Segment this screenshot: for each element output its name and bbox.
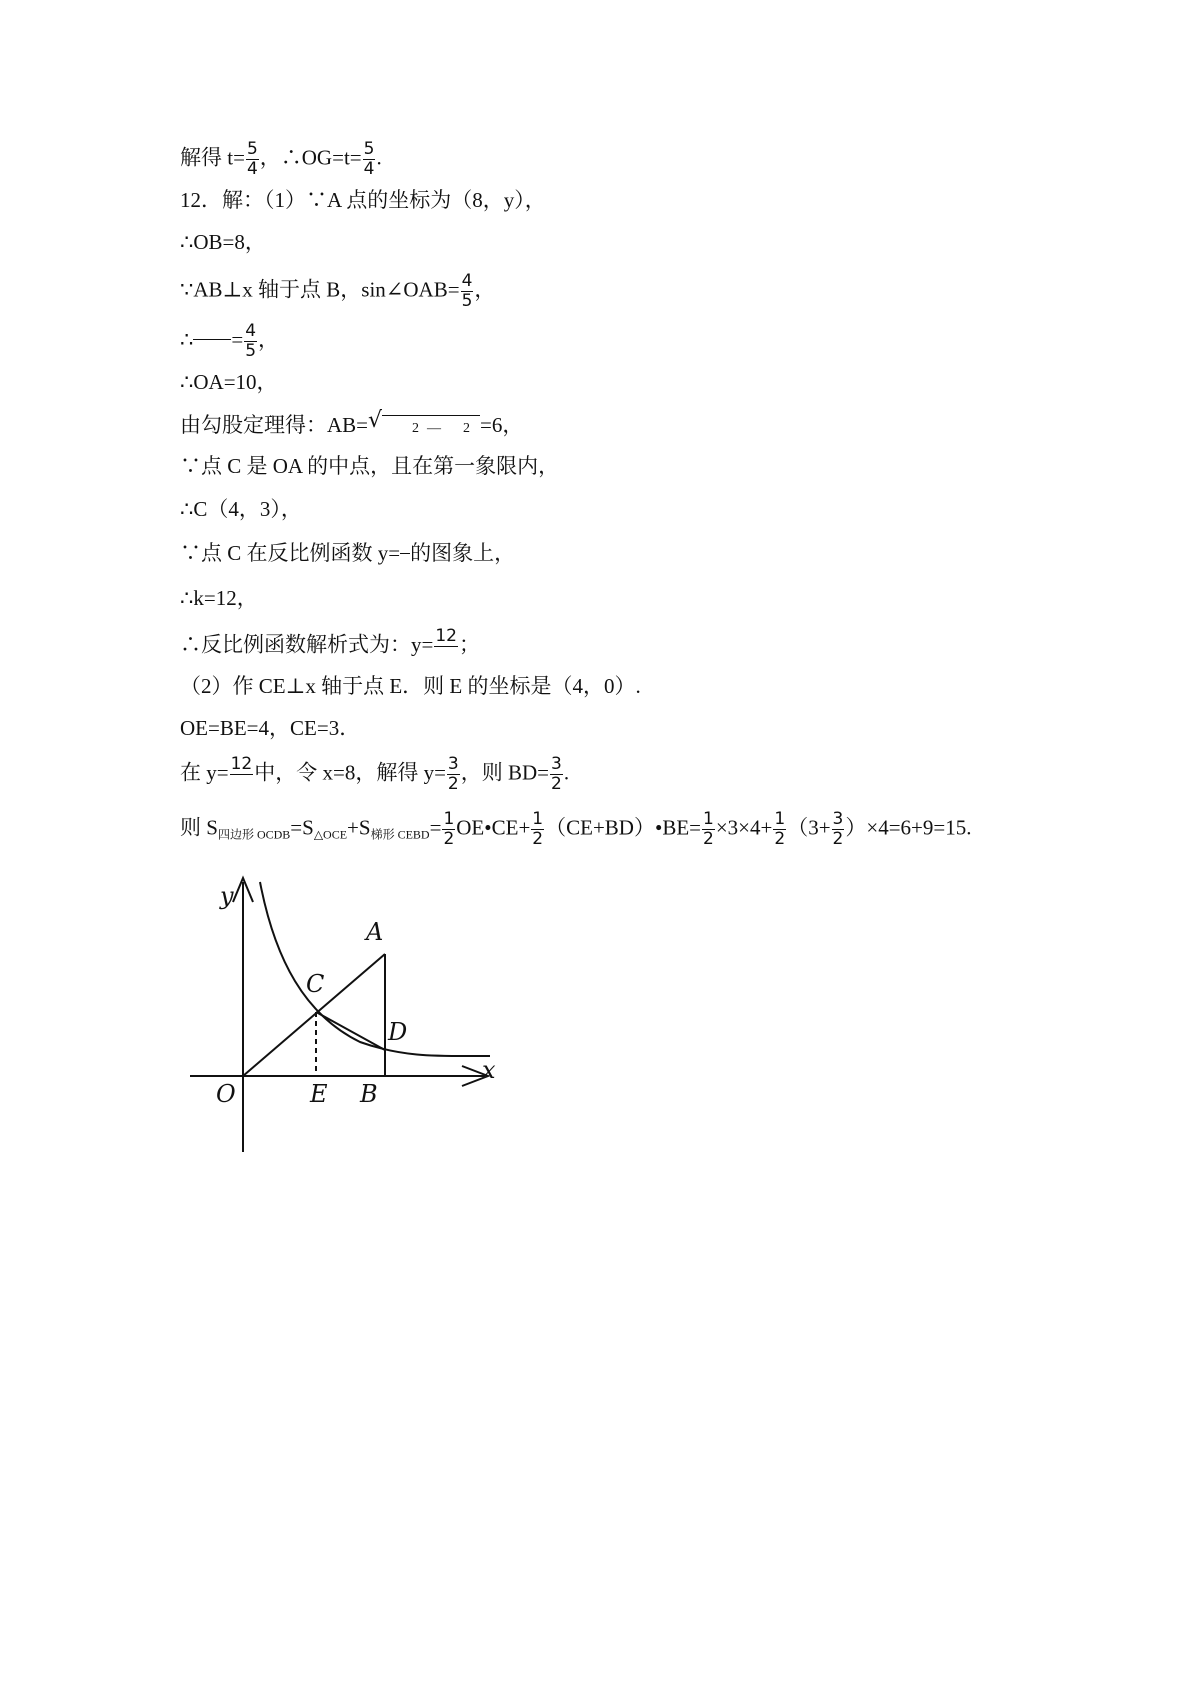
denominator: 2	[447, 774, 459, 794]
solution-line-inverse-func	[180, 540, 515, 566]
solution-line-k: ∴k=12，	[180, 586, 258, 610]
numerator: 5	[363, 139, 375, 159]
text: ，则 BD=	[460, 760, 550, 785]
exponent: 2	[412, 421, 420, 436]
numerator: 4	[245, 321, 257, 341]
label-o: O	[216, 1080, 236, 1108]
label-d: D	[388, 1018, 408, 1046]
numerator: 3	[447, 754, 459, 774]
subscript: 梯形 CEBD	[370, 827, 430, 842]
denominator: 5	[461, 291, 473, 311]
label-a: A	[366, 918, 384, 946]
text: 由勾股定理得：AB=	[180, 413, 369, 437]
text: .	[376, 145, 382, 170]
text: ∴	[180, 327, 194, 352]
solution-line-bd	[180, 755, 569, 794]
solution-line-pythagoras	[180, 408, 524, 442]
text: ，∴OG=t=	[259, 145, 362, 170]
solution-line-oa: ∴OA=10，	[180, 370, 278, 394]
fraction	[461, 272, 474, 311]
fraction	[244, 322, 257, 361]
denominator: 2	[703, 829, 714, 849]
numerator: 1	[774, 809, 786, 829]
label-c: C	[306, 970, 325, 998]
blank-fraction-line	[400, 553, 410, 554]
numerator: 3	[551, 754, 562, 774]
numerator: 12	[435, 626, 457, 646]
text: （CE+BD）•BE=	[545, 815, 702, 840]
radicand	[382, 415, 480, 442]
denominator: 2	[532, 829, 544, 849]
numerator: 12	[230, 754, 253, 774]
denominator: 4	[363, 159, 375, 179]
text: 在 y=	[180, 760, 229, 785]
text: ∵点 C 在反比例函数 y=	[180, 541, 401, 565]
exponent: 2	[463, 421, 471, 436]
geometry-figure	[190, 870, 530, 1180]
fraction	[773, 810, 786, 849]
text: ∵AB⊥x 轴于点 B，sin∠OAB=	[180, 277, 460, 302]
blank-fraction-line	[193, 339, 231, 340]
fraction	[442, 810, 455, 849]
fraction	[702, 810, 715, 849]
label-b: B	[360, 1080, 378, 1108]
text: =S	[290, 815, 314, 840]
text: =	[231, 327, 244, 352]
numerator: 1	[703, 809, 714, 829]
solution-line-ob: ∴OB=8，	[180, 230, 266, 254]
numerator: 1	[443, 809, 455, 829]
fraction	[230, 755, 254, 794]
solution-line-lengths: OE=BE=4，CE=3．	[180, 716, 361, 740]
segment-cd	[316, 1012, 385, 1050]
text: OE•CE+	[456, 815, 531, 840]
text: ×3×4+	[715, 815, 773, 840]
solution-line-expression	[180, 627, 480, 666]
solution-line-c-coord: ∴C（4，3），	[180, 497, 302, 521]
denominator: 4	[246, 159, 258, 179]
problem-12-heading: 12．解：（1）∵A 点的坐标为（8，y），	[180, 188, 546, 212]
numerator: 5	[246, 139, 258, 159]
denominator: 2	[443, 829, 455, 849]
text: ；	[458, 632, 480, 657]
text: 解得 t=	[180, 145, 245, 170]
text: .	[563, 760, 570, 785]
denominator: 2	[551, 774, 562, 794]
square-root	[368, 408, 480, 442]
minus-sign: —	[427, 421, 442, 436]
text: 则 S	[180, 815, 218, 840]
fraction	[363, 140, 376, 179]
text: +S	[347, 815, 371, 840]
label-y: y	[220, 882, 234, 910]
numerator: 4	[461, 271, 473, 291]
denominator	[434, 647, 458, 666]
solution-line-area	[180, 810, 972, 849]
text: ）×4=6+9=15.	[845, 815, 972, 840]
label-x: x	[482, 1056, 496, 1084]
fraction	[531, 810, 544, 849]
fraction	[434, 627, 458, 666]
text: ∴反比例函数解析式为：y=	[180, 632, 434, 657]
text: =6，	[480, 413, 524, 437]
label-e: E	[310, 1080, 328, 1108]
text: ，	[474, 277, 496, 302]
hyperbola-curve	[260, 882, 490, 1056]
denominator: 2	[832, 829, 844, 849]
text: 的图象上，	[410, 541, 516, 565]
denominator	[230, 775, 254, 794]
solution-line-ratio	[180, 322, 279, 361]
denominator: 5	[245, 341, 257, 361]
solution-line-sin	[180, 272, 495, 311]
numerator: 1	[532, 809, 544, 829]
numerator: 3	[832, 809, 844, 829]
subscript: 四边形 OCDB	[217, 827, 291, 842]
fraction	[246, 140, 259, 179]
solution-line-t	[180, 140, 382, 179]
fraction	[832, 810, 845, 849]
solution-line-midpoint: ∵点 C 是 OA 的中点，且在第一象限内，	[180, 454, 560, 478]
text: 中，令 x=8，解得 y=	[254, 760, 446, 785]
subscript: △OCE	[313, 827, 348, 842]
denominator: 2	[774, 829, 786, 849]
text: ，	[258, 327, 280, 352]
part-2-heading: （2）作 CE⊥x 轴于点 E．则 E 的坐标是（4，0）.	[180, 674, 641, 698]
radical-sign-icon: √	[368, 408, 383, 433]
fraction	[447, 755, 460, 794]
text: （3+	[787, 815, 831, 840]
fraction	[550, 755, 563, 794]
text: =	[429, 815, 442, 840]
